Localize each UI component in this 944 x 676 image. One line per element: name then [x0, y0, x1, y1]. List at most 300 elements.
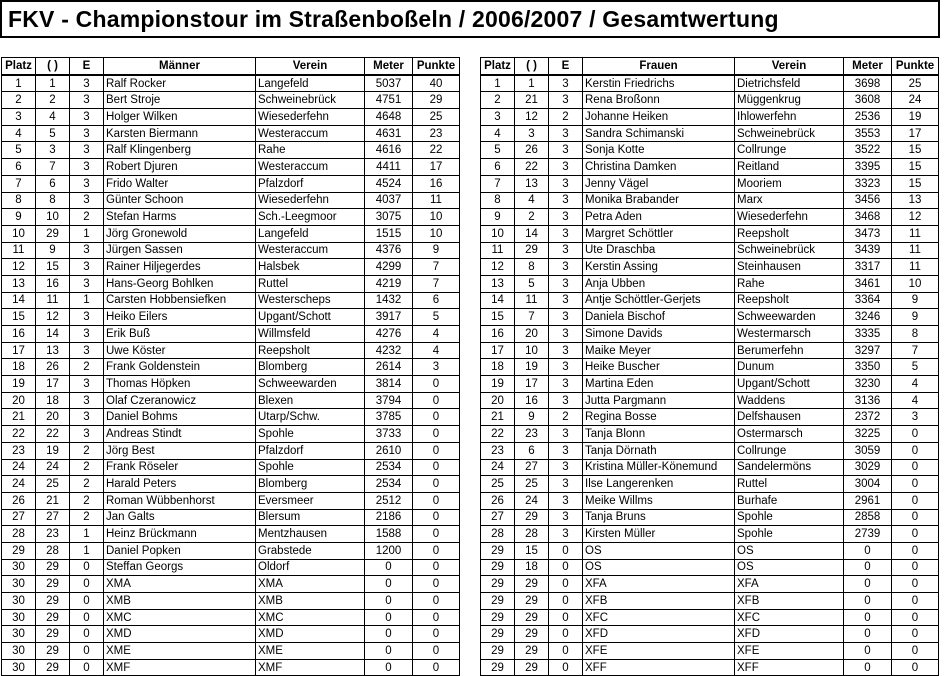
- table-row: [481, 125, 939, 142]
- cell-name: Uwe Köster: [104, 342, 256, 359]
- cell-meter: 3029: [844, 459, 892, 476]
- cell-name: Kristina Müller-Könemund: [583, 459, 735, 476]
- table-row: [481, 259, 939, 276]
- cell-verein: XMC: [256, 609, 365, 626]
- cell-meter: 3395: [844, 159, 892, 176]
- cell-e: 3: [549, 426, 583, 443]
- cell-name: Anja Ubben: [583, 275, 735, 292]
- table-row: [481, 359, 939, 376]
- cell-name: Rena Broßonn: [583, 92, 735, 109]
- cell-meter: 2858: [844, 509, 892, 526]
- cell-previous: 11: [515, 292, 549, 309]
- cell-platz: 2: [481, 92, 515, 109]
- cell-platz: 16: [2, 326, 36, 343]
- cell-name: Frido Walter: [104, 175, 256, 192]
- cell-name: Margret Schöttler: [583, 225, 735, 242]
- cell-verein: Westeraccum: [256, 242, 365, 259]
- cell-verein: Westerscheps: [256, 292, 365, 309]
- cell-meter: 0: [365, 659, 413, 676]
- table-row: [481, 542, 939, 559]
- cell-name: XMD: [104, 626, 256, 643]
- cell-previous: 21: [515, 92, 549, 109]
- cell-name: XME: [104, 643, 256, 660]
- cell-name: Simone Davids: [583, 326, 735, 343]
- cell-punkte: 0: [413, 392, 460, 409]
- cell-verein: Collrunge: [735, 442, 844, 459]
- cell-e: 0: [70, 576, 104, 593]
- cell-verein: Blomberg: [256, 476, 365, 493]
- table-row: [481, 175, 939, 192]
- cell-e: 3: [549, 309, 583, 326]
- cell-platz: 28: [2, 526, 36, 543]
- cell-punkte: 11: [892, 225, 939, 242]
- cell-e: 3: [549, 342, 583, 359]
- table-row: [481, 659, 939, 676]
- cell-previous: 28: [515, 526, 549, 543]
- table-row: [2, 626, 460, 643]
- table-row: [481, 209, 939, 226]
- cell-name: XMB: [104, 593, 256, 610]
- cell-e: 3: [549, 492, 583, 509]
- cell-platz: 3: [2, 109, 36, 126]
- cell-previous: 13: [515, 175, 549, 192]
- cell-punkte: 0: [413, 476, 460, 493]
- cell-verein: Utarp/Schw.: [256, 409, 365, 426]
- table-row: [2, 459, 460, 476]
- cell-previous: 14: [36, 326, 70, 343]
- table-row: [2, 175, 460, 192]
- cell-e: 3: [549, 459, 583, 476]
- cell-meter: 2512: [365, 492, 413, 509]
- cell-platz: 5: [481, 142, 515, 159]
- cell-previous: 29: [515, 509, 549, 526]
- cell-verein: XMA: [256, 576, 365, 593]
- cell-verein: Dunum: [735, 359, 844, 376]
- cell-platz: 29: [481, 626, 515, 643]
- cell-name: Karsten Biermann: [104, 125, 256, 142]
- table-row: [481, 576, 939, 593]
- cell-meter: 2534: [365, 459, 413, 476]
- cell-meter: 4616: [365, 142, 413, 159]
- cell-verein: Schweewarden: [735, 309, 844, 326]
- cell-e: 0: [549, 576, 583, 593]
- cell-e: 2: [549, 409, 583, 426]
- cell-punkte: 0: [892, 509, 939, 526]
- table-row: [2, 376, 460, 393]
- cell-name: Martina Eden: [583, 376, 735, 393]
- cell-verein: XFC: [735, 609, 844, 626]
- cell-name: Kirsten Müller: [583, 526, 735, 543]
- cell-platz: 20: [481, 392, 515, 409]
- cell-verein: Reepsholt: [256, 342, 365, 359]
- cell-name: OS: [583, 559, 735, 576]
- cell-punkte: 0: [413, 459, 460, 476]
- cell-punkte: 40: [413, 75, 460, 92]
- table-row: [2, 242, 460, 259]
- cell-punkte: 10: [892, 275, 939, 292]
- cell-name: Andreas Stindt: [104, 426, 256, 443]
- cell-e: 3: [70, 75, 104, 92]
- cell-meter: 3335: [844, 326, 892, 343]
- cell-punkte: 0: [892, 576, 939, 593]
- cell-e: 3: [549, 192, 583, 209]
- cell-meter: 3733: [365, 426, 413, 443]
- cell-platz: 21: [2, 409, 36, 426]
- col-header-e: E: [549, 58, 583, 75]
- cell-meter: 2534: [365, 476, 413, 493]
- cell-verein: Sch.-Leegmoor: [256, 209, 365, 226]
- cell-punkte: 6: [413, 292, 460, 309]
- cell-platz: 17: [2, 342, 36, 359]
- table-row: [2, 209, 460, 226]
- cell-name: XFA: [583, 576, 735, 593]
- cell-meter: 0: [844, 559, 892, 576]
- cell-verein: Schweinebrück: [256, 92, 365, 109]
- table-row: [481, 392, 939, 409]
- cell-name: OS: [583, 542, 735, 559]
- cell-punkte: 4: [413, 326, 460, 343]
- page-title-box: [0, 0, 940, 38]
- cell-punkte: 22: [413, 142, 460, 159]
- cell-platz: 29: [481, 643, 515, 660]
- cell-platz: 18: [481, 359, 515, 376]
- cell-name: XMA: [104, 576, 256, 593]
- cell-previous: 28: [36, 542, 70, 559]
- cell-previous: 15: [36, 259, 70, 276]
- cell-e: 3: [70, 259, 104, 276]
- cell-e: 0: [549, 542, 583, 559]
- table-row: [481, 526, 939, 543]
- cell-previous: 25: [36, 476, 70, 493]
- cell-meter: 2372: [844, 409, 892, 426]
- cell-meter: 4219: [365, 275, 413, 292]
- cell-previous: 22: [515, 159, 549, 176]
- cell-previous: 24: [515, 492, 549, 509]
- table-row: [481, 326, 939, 343]
- cell-previous: 3: [515, 125, 549, 142]
- cell-meter: 4276: [365, 326, 413, 343]
- women-standings-table: [480, 57, 939, 676]
- cell-previous: 10: [515, 342, 549, 359]
- cell-meter: 4524: [365, 175, 413, 192]
- cell-platz: 29: [481, 609, 515, 626]
- cell-e: 1: [70, 526, 104, 543]
- cell-name: Steffan Georgs: [104, 559, 256, 576]
- cell-verein: Ruttel: [256, 275, 365, 292]
- cell-name: Ralf Klingenberg: [104, 142, 256, 159]
- cell-name: Carsten Hobbensiefken: [104, 292, 256, 309]
- cell-punkte: 17: [892, 125, 939, 142]
- cell-meter: 0: [365, 626, 413, 643]
- cell-verein: Upgant/Schott: [256, 309, 365, 326]
- table-row: [481, 626, 939, 643]
- cell-verein: Berumerfehn: [735, 342, 844, 359]
- cell-platz: 29: [2, 542, 36, 559]
- col-header-punkte: Punkte: [892, 58, 939, 75]
- cell-platz: 15: [2, 309, 36, 326]
- cell-meter: 3553: [844, 125, 892, 142]
- cell-e: 3: [70, 125, 104, 142]
- cell-previous: 2: [36, 92, 70, 109]
- cell-platz: 24: [2, 459, 36, 476]
- cell-platz: 16: [481, 326, 515, 343]
- cell-previous: 7: [36, 159, 70, 176]
- cell-punkte: 0: [892, 492, 939, 509]
- cell-name: Heiko Eilers: [104, 309, 256, 326]
- table-row: [481, 593, 939, 610]
- cell-platz: 9: [481, 209, 515, 226]
- cell-verein: Mentzhausen: [256, 526, 365, 543]
- table-row: [2, 509, 460, 526]
- cell-previous: 10: [36, 209, 70, 226]
- cell-verein: Wiesederfehn: [735, 209, 844, 226]
- cell-verein: Steinhausen: [735, 259, 844, 276]
- cell-name: Ute Draschba: [583, 242, 735, 259]
- table-row: [2, 643, 460, 660]
- cell-verein: Collrunge: [735, 142, 844, 159]
- cell-platz: 29: [481, 576, 515, 593]
- cell-punkte: 7: [413, 259, 460, 276]
- cell-previous: 26: [36, 359, 70, 376]
- cell-punkte: 0: [892, 542, 939, 559]
- cell-punkte: 0: [892, 459, 939, 476]
- cell-platz: 7: [2, 175, 36, 192]
- cell-verein: Wiesederfehn: [256, 192, 365, 209]
- cell-previous: 29: [36, 626, 70, 643]
- cell-meter: 3917: [365, 309, 413, 326]
- cell-verein: Ihlowerfehn: [735, 109, 844, 126]
- table-row: [2, 109, 460, 126]
- cell-verein: XME: [256, 643, 365, 660]
- table-row: [2, 142, 460, 159]
- cell-e: 3: [549, 292, 583, 309]
- cell-meter: 3059: [844, 442, 892, 459]
- cell-e: 3: [70, 242, 104, 259]
- table-row: [2, 392, 460, 409]
- cell-punkte: 4: [892, 392, 939, 409]
- cell-e: 0: [70, 559, 104, 576]
- cell-e: 0: [70, 643, 104, 660]
- cell-e: 2: [70, 476, 104, 493]
- cell-e: 3: [70, 175, 104, 192]
- table-row: [481, 426, 939, 443]
- cell-verein: Westermarsch: [735, 326, 844, 343]
- cell-name: Jörg Gronewold: [104, 225, 256, 242]
- table-row: [481, 75, 939, 92]
- cell-previous: 9: [515, 409, 549, 426]
- cell-punkte: 0: [892, 593, 939, 610]
- cell-name: Jörg Best: [104, 442, 256, 459]
- cell-previous: 18: [515, 559, 549, 576]
- cell-platz: 1: [481, 75, 515, 92]
- cell-meter: 3136: [844, 392, 892, 409]
- table-row: [2, 593, 460, 610]
- cell-e: 3: [549, 242, 583, 259]
- cell-punkte: 12: [892, 209, 939, 226]
- cell-name: Frank Goldenstein: [104, 359, 256, 376]
- cell-platz: 26: [481, 492, 515, 509]
- cell-punkte: 10: [413, 225, 460, 242]
- cell-meter: 3785: [365, 409, 413, 426]
- cell-verein: XFE: [735, 643, 844, 660]
- cell-platz: 12: [481, 259, 515, 276]
- cell-punkte: 4: [413, 342, 460, 359]
- cell-verein: Sandelermöns: [735, 459, 844, 476]
- cell-punkte: 15: [892, 175, 939, 192]
- cell-e: 3: [549, 526, 583, 543]
- cell-e: 0: [70, 609, 104, 626]
- cell-verein: Reepsholt: [735, 225, 844, 242]
- cell-name: Meike Willms: [583, 492, 735, 509]
- cell-verein: Waddens: [735, 392, 844, 409]
- cell-platz: 30: [2, 626, 36, 643]
- cell-meter: 3468: [844, 209, 892, 226]
- cell-name: Daniel Bohms: [104, 409, 256, 426]
- cell-platz: 20: [2, 392, 36, 409]
- table-row: [481, 192, 939, 209]
- cell-punkte: 17: [413, 159, 460, 176]
- cell-previous: 26: [515, 142, 549, 159]
- page-title: FKV - Championstour im Straßenboßeln / 2006/2007 / Gesamtwertung: [8, 6, 779, 32]
- cell-e: 3: [70, 309, 104, 326]
- cell-platz: 26: [2, 492, 36, 509]
- col-header-name: Männer: [104, 58, 256, 75]
- table-row: [2, 426, 460, 443]
- cell-platz: 2: [2, 92, 36, 109]
- cell-meter: 1200: [365, 542, 413, 559]
- table-row: [2, 492, 460, 509]
- col-header-meter: Meter: [365, 58, 413, 75]
- cell-platz: 25: [481, 476, 515, 493]
- cell-e: 3: [549, 259, 583, 276]
- cell-platz: 6: [2, 159, 36, 176]
- cell-name: Christina Damken: [583, 159, 735, 176]
- cell-e: 3: [549, 125, 583, 142]
- table-row: [481, 342, 939, 359]
- cell-meter: 3456: [844, 192, 892, 209]
- cell-name: Frank Röseler: [104, 459, 256, 476]
- cell-punkte: 0: [413, 593, 460, 610]
- cell-e: 3: [549, 442, 583, 459]
- cell-e: 3: [549, 225, 583, 242]
- cell-meter: 3317: [844, 259, 892, 276]
- cell-name: Stefan Harms: [104, 209, 256, 226]
- cell-meter: 0: [365, 559, 413, 576]
- cell-previous: 11: [36, 292, 70, 309]
- cell-name: Robert Djuren: [104, 159, 256, 176]
- cell-punkte: 10: [413, 209, 460, 226]
- cell-verein: Blomberg: [256, 359, 365, 376]
- cell-meter: 3323: [844, 175, 892, 192]
- cell-punkte: 0: [413, 376, 460, 393]
- cell-verein: Oldorf: [256, 559, 365, 576]
- cell-punkte: 0: [413, 559, 460, 576]
- cell-verein: Spohle: [256, 459, 365, 476]
- cell-platz: 13: [2, 275, 36, 292]
- cell-previous: 23: [515, 426, 549, 443]
- cell-name: Hans-Georg Bohlken: [104, 275, 256, 292]
- table-row: [481, 559, 939, 576]
- cell-previous: 29: [36, 576, 70, 593]
- cell-e: 2: [549, 109, 583, 126]
- cell-punkte: 9: [413, 242, 460, 259]
- cell-punkte: 0: [892, 609, 939, 626]
- cell-verein: Ostermarsch: [735, 426, 844, 443]
- table-row: [2, 309, 460, 326]
- cell-punkte: 5: [892, 359, 939, 376]
- col-header-previous: ( ): [36, 58, 70, 75]
- cell-name: XFC: [583, 609, 735, 626]
- cell-punkte: 0: [413, 659, 460, 676]
- cell-platz: 29: [481, 542, 515, 559]
- table-row: [2, 192, 460, 209]
- cell-previous: 19: [515, 359, 549, 376]
- cell-previous: 9: [36, 242, 70, 259]
- cell-verein: Schweinebrück: [735, 125, 844, 142]
- cell-punkte: 0: [892, 626, 939, 643]
- cell-name: Antje Schöttler-Gerjets: [583, 292, 735, 309]
- cell-previous: 6: [36, 175, 70, 192]
- cell-previous: 29: [36, 659, 70, 676]
- cell-punkte: 0: [413, 442, 460, 459]
- cell-verein: Eversmeer: [256, 492, 365, 509]
- cell-meter: 4631: [365, 125, 413, 142]
- cell-name: Ilse Langerenken: [583, 476, 735, 493]
- cell-previous: 8: [36, 192, 70, 209]
- cell-punkte: 0: [413, 492, 460, 509]
- cell-name: Rainer Hiljegerdes: [104, 259, 256, 276]
- cell-verein: Pfalzdorf: [256, 175, 365, 192]
- cell-previous: 29: [515, 659, 549, 676]
- cell-meter: 3814: [365, 376, 413, 393]
- cell-verein: XMF: [256, 659, 365, 676]
- cell-punkte: 11: [892, 259, 939, 276]
- cell-e: 3: [70, 275, 104, 292]
- cell-name: Monika Brabander: [583, 192, 735, 209]
- cell-previous: 12: [36, 309, 70, 326]
- cell-previous: 17: [36, 376, 70, 393]
- cell-previous: 21: [36, 492, 70, 509]
- cell-meter: 0: [365, 643, 413, 660]
- cell-platz: 4: [481, 125, 515, 142]
- cell-verein: Schweewarden: [256, 376, 365, 393]
- cell-platz: 28: [481, 526, 515, 543]
- cell-e: 3: [70, 426, 104, 443]
- cell-platz: 19: [481, 376, 515, 393]
- cell-meter: 4232: [365, 342, 413, 359]
- cell-punkte: 11: [892, 242, 939, 259]
- cell-meter: 4411: [365, 159, 413, 176]
- cell-meter: 1515: [365, 225, 413, 242]
- cell-previous: 29: [36, 593, 70, 610]
- cell-previous: 16: [515, 392, 549, 409]
- cell-platz: 1: [2, 75, 36, 92]
- cell-previous: 6: [515, 442, 549, 459]
- cell-meter: 3004: [844, 476, 892, 493]
- table-row: [481, 459, 939, 476]
- cell-previous: 29: [515, 609, 549, 626]
- cell-name: XMC: [104, 609, 256, 626]
- cell-verein: XFA: [735, 576, 844, 593]
- table-row: [2, 476, 460, 493]
- cell-verein: Burhafe: [735, 492, 844, 509]
- cell-previous: 4: [36, 109, 70, 126]
- cell-verein: Mooriem: [735, 175, 844, 192]
- cell-name: Tanja Bruns: [583, 509, 735, 526]
- cell-meter: 2739: [844, 526, 892, 543]
- cell-verein: Rahe: [256, 142, 365, 159]
- cell-e: 3: [549, 75, 583, 92]
